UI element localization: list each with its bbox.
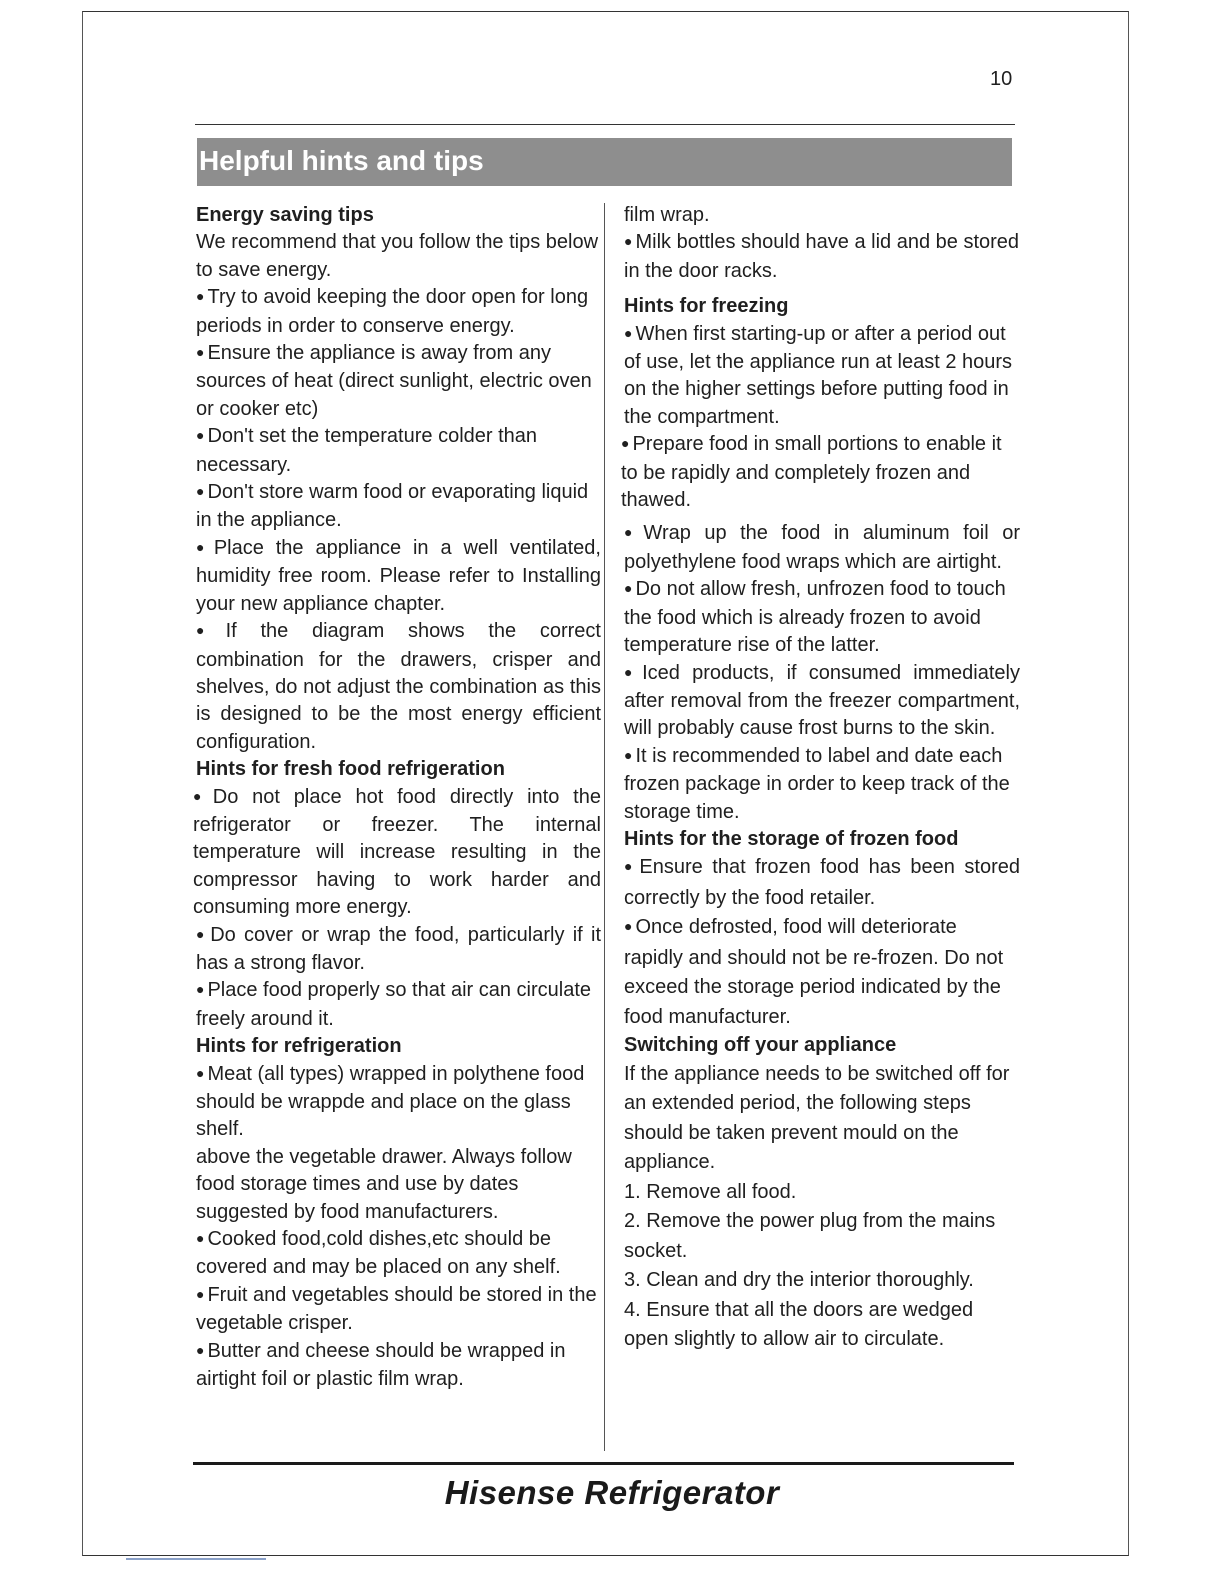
left-column [193, 202, 601, 1393]
energy-tip: ● Try to avoid keeping the door open for long periods in order to conserve energy. [196, 284, 601, 340]
freezing-tip: ● Wrap up the food in aluminum foil or polyethylene food wraps which are airtight. [624, 520, 1020, 576]
freezing-tip: ● Prepare food in small portions to enable it to be rapidly and completely frozen and thawed. [621, 431, 1020, 514]
energy-tip: ● Don't store warm food or evaporating liquid in the appliance. [196, 479, 601, 535]
switch-off-step: 2. Remove the power plug from the mains socket. [624, 1210, 996, 1262]
refrigeration-heading: Hints for refrigeration [196, 1035, 402, 1058]
freezing-tip: ● Do not allow fresh, unfrozen food to touch the food which is already frozen to avoid temperature rise of the latter. [624, 576, 1020, 659]
freezing-heading: Hints for freezing [624, 295, 789, 318]
energy-tip: ● Ensure the appliance is away from any sources of heat (direct sunlight, electric oven or cooker etc) [196, 340, 601, 423]
fresh-food-tip: ● Do cover or wrap the food, particularly if it has a strong flavor. [196, 922, 601, 978]
refrigeration-tip: ● Milk bottles should have a lid and be stored in the door racks. [624, 229, 1020, 285]
energy-tip: ● Don't set the temperature colder than necessary. [196, 423, 601, 479]
page-edge-mark [126, 1558, 266, 1560]
switch-off-intro: If the appliance needs to be switched off for an extended period, the following steps should be taken prevent mould on the appliance. [624, 1062, 1010, 1174]
header-rule [195, 124, 1015, 125]
fresh-food-tip: ● Place food properly so that air can circulate freely around it. [196, 977, 601, 1033]
column-divider [604, 203, 605, 1451]
energy-tip: ● Place the appliance in a well ventilated, humidity free room. Please refer to Installing your new appliance chapter. [196, 535, 601, 618]
switch-off-step: 1. Remove all food. [624, 1180, 797, 1203]
frozen-storage-tip: ● Once defrosted, food will deteriorate rapidly and should not be re-frozen. Do not exceed the storage period indicated by the food manufacturer. [624, 913, 1020, 1032]
brand-footer: Hisense Refrigerator [444, 1474, 780, 1511]
section-title: Helpful hints and tips [197, 138, 1012, 186]
fresh-food-tip: ● Do not place hot food directly into the refrigerator or freezer. The internal temperature will increase resulting in the compressor having to work harder and consuming more energy. [193, 784, 601, 922]
frozen-storage-tip: ● Ensure that frozen food has been stored correctly by the food retailer. [624, 853, 1020, 913]
continued-text: film wrap. [624, 204, 710, 226]
switch-off-step: 3. Clean and dry the interior thoroughly. [624, 1269, 974, 1292]
page-number: 10 [990, 68, 1013, 90]
switch-off-step: 4. Ensure that all the doors are wedged open slightly to allow air to circulate. [624, 1298, 974, 1351]
refrigeration-tip: ● Cooked food,cold dishes,etc should be covered and may be placed on any shelf. [196, 1226, 601, 1282]
refrigeration-tip: ● Butter and cheese should be wrapped in airtight foil or plastic film wrap. [196, 1338, 601, 1394]
freezing-tip: ● It is recommended to label and date each frozen package in order to keep track of the storage time. [624, 743, 1020, 826]
freezing-tip: ● When first starting-up or after a period out of use, let the appliance run at least 2 hours on the higher settings before putting food in the compartment. [624, 321, 1020, 432]
refrigeration-tip: ● Fruit and vegetables should be stored in the vegetable crisper. [196, 1282, 601, 1338]
energy-intro: We recommend that you follow the tips below to save energy. [196, 231, 599, 281]
frozen-storage-heading: Hints for the storage of frozen food [624, 827, 959, 850]
right-column [621, 202, 1020, 1355]
energy-heading: Energy saving tips [196, 204, 374, 226]
energy-tip: ● If the diagram shows the correct combination for the drawers, crisper and shelves, do not adjust the combination as this is designed to be the most energy efficient configuration. [196, 618, 601, 756]
refrigeration-text: above the vegetable drawer. Always follow food storage times and use by dates suggested by food manufacturers. [196, 1145, 572, 1223]
refrigeration-tip: ● Meat (all types) wrapped in polythene food should be wrappde and place on the glass shelf. [196, 1061, 601, 1144]
fresh-food-heading: Hints for fresh food refrigeration [196, 758, 505, 781]
freezing-tip: ● Iced products, if consumed immediately after removal from the freezer compartment, will probably cause frost burns to the skin. [624, 660, 1020, 743]
footer-rule [193, 1462, 1014, 1465]
switch-off-heading: Switching off your appliance [624, 1034, 897, 1057]
